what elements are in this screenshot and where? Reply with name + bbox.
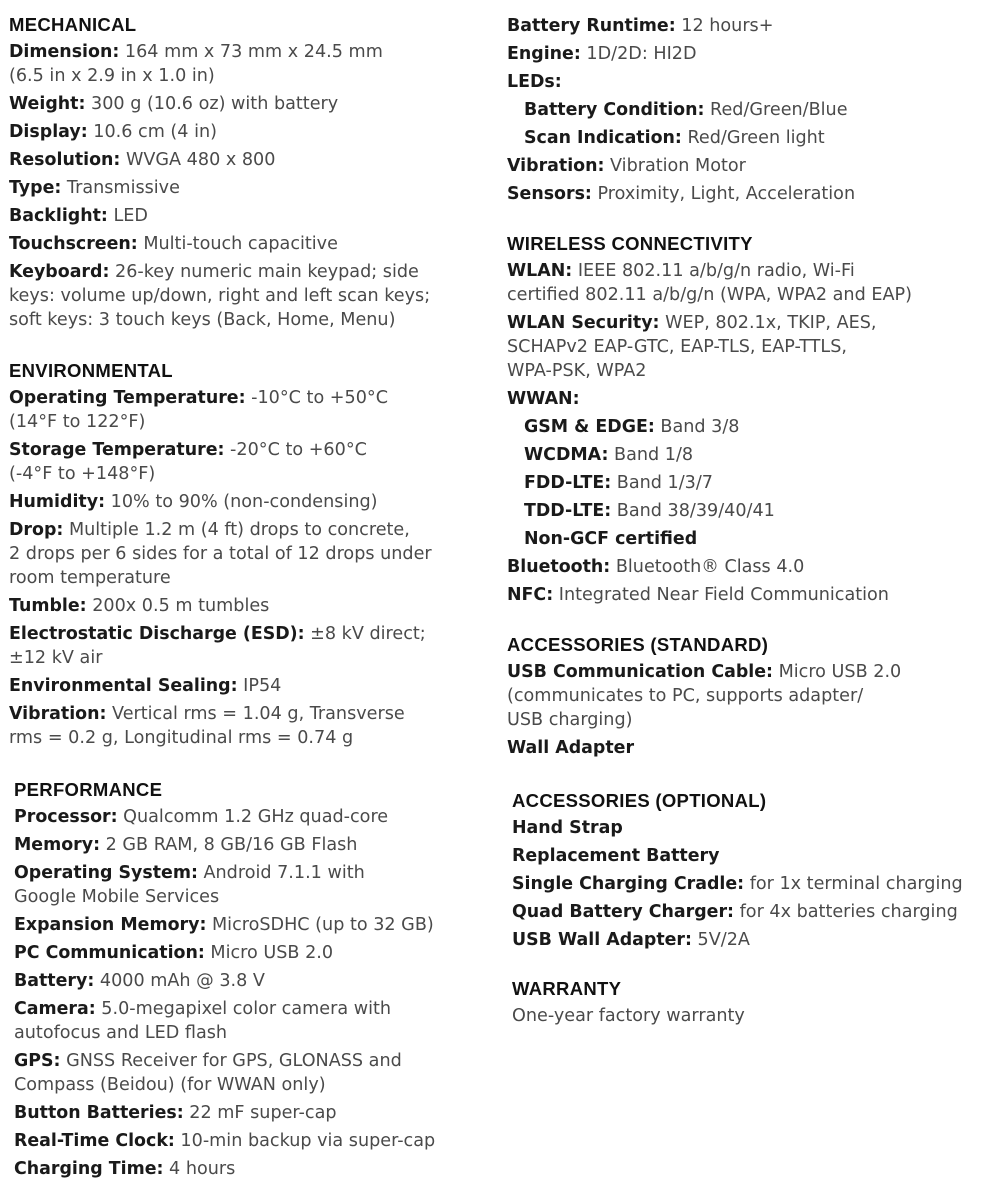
spec-entry (507, 387, 985, 411)
spec-entry (9, 518, 487, 590)
spec-label: Battery Condition: (524, 100, 705, 120)
spec-entry (9, 674, 487, 698)
spec-label: FDD-LTE: (524, 473, 612, 493)
section-title: ACCESSORIES (OPTIONAL) (512, 790, 767, 811)
spec-entry (14, 997, 492, 1045)
spec-value: 5.0-megapixel color camera with autofocus and LED flash (14, 999, 392, 1043)
spec-entry (9, 438, 487, 486)
spec-value: Bluetooth® Class 4.0 (610, 557, 805, 577)
spec-label: Hand Strap (512, 818, 623, 838)
spec-entry (9, 386, 487, 434)
spec-label: WCDMA: (524, 445, 609, 465)
spec-entry (14, 1129, 492, 1153)
spec-value: LED (107, 206, 148, 226)
spec-entry (14, 1157, 492, 1181)
section-accessories-standard (507, 634, 985, 760)
spec-value: 2 GB RAM, 8 GB/16 GB Flash (100, 835, 358, 855)
spec-label: WWAN: (507, 389, 580, 409)
section-performance-continued (507, 10, 985, 206)
spec-entry (507, 660, 985, 732)
section-accessories-optional (512, 790, 988, 952)
section-title: WIRELESS CONNECTIVITY (507, 233, 753, 254)
spec-label: Battery: (14, 971, 95, 991)
spec-entry (14, 1101, 492, 1125)
spec-label: Vibration: (9, 704, 107, 724)
spec-label: Drop: (9, 520, 64, 540)
spec-label: GPS: (14, 1051, 61, 1071)
section-mechanical (9, 14, 487, 332)
spec-entry (9, 702, 487, 750)
spec-entry (512, 1004, 988, 1028)
spec-value: 300 g (10.6 oz) with battery (85, 94, 339, 114)
spec-value: GNSS Receiver for GPS, GLONASS and Compass (Beidou) (for WWAN only) (14, 1051, 402, 1095)
spec-label: WLAN Security: (507, 313, 660, 333)
spec-value: Android 7.1.1 with Google Mobile Services (14, 863, 365, 907)
spec-entry (507, 311, 985, 383)
spec-value: 10% to 90% (non-condensing) (105, 492, 378, 512)
spec-label: Resolution: (9, 150, 121, 170)
spec-value: 4 hours (163, 1159, 236, 1179)
spec-value: 164 mm x 73 mm x 24.5 mm (6.5 in x 2.9 in x 1.0 in) (9, 42, 383, 86)
spec-entry (507, 182, 985, 206)
spec-value: 12 hours+ (675, 16, 774, 36)
spec-label: Operating Temperature: (9, 388, 246, 408)
spec-label: LEDs: (507, 72, 562, 92)
spec-label: Storage Temperature: (9, 440, 225, 460)
spec-label: Wall Adapter (507, 738, 635, 758)
spec-label: Bluetooth: (507, 557, 611, 577)
spec-label: Dimension: (9, 42, 120, 62)
spec-value: Band 1/8 (608, 445, 694, 465)
spec-entry (507, 555, 985, 579)
spec-entry (507, 70, 985, 94)
spec-entry (14, 941, 492, 965)
spec-value: 1D/2D: HI2D (580, 44, 697, 64)
spec-value: Micro USB 2.0 (204, 943, 334, 963)
spec-label: PC Communication: (14, 943, 205, 963)
spec-label: Touchscreen: (9, 234, 138, 254)
spec-value: 10-min backup via super-cap (174, 1131, 436, 1151)
spec-entry (9, 176, 487, 200)
spec-entry (14, 1049, 492, 1097)
spec-label: Processor: (14, 807, 118, 827)
spec-entry (14, 805, 492, 829)
spec-value: Transmissive (61, 178, 180, 198)
spec-label: Real-Time Clock: (14, 1131, 175, 1151)
spec-value: Red/Green light (681, 128, 825, 148)
spec-entry (507, 259, 985, 307)
spec-label: NFC: (507, 585, 554, 605)
spec-label: Operating System: (14, 863, 198, 883)
spec-value: Multi-touch capacitive (137, 234, 338, 254)
spec-entry (507, 527, 985, 551)
spec-value: 4000 mAh @ 3.8 V (94, 971, 265, 991)
spec-value: Vertical rms = 1.04 g, Transverse rms = 0.2 g, Longitudinal rms = 0.74 g (9, 704, 405, 748)
section-title: WARRANTY (512, 978, 622, 999)
spec-value: MicroSDHC (up to 32 GB) (206, 915, 434, 935)
spec-value: Vibration Motor (604, 156, 746, 176)
spec-entry (512, 872, 988, 896)
spec-entry (9, 490, 487, 514)
spec-value: Band 38/39/40/41 (611, 501, 775, 521)
spec-label: Battery Runtime: (507, 16, 676, 36)
spec-entry (9, 622, 487, 670)
spec-entry (507, 14, 985, 38)
spec-value: Integrated Near Field Communication (553, 585, 889, 605)
section-title: MECHANICAL (9, 14, 137, 35)
spec-entry (507, 443, 985, 467)
spec-value: -20°C to +60°C (-4°F to +148°F) (9, 440, 367, 484)
spec-value: WEP, 802.1x, TKIP, AES, SCHAPv2 EAP-GTC, EAP-TLS, EAP-TTLS, WPA-PSK, WPA2 (507, 313, 877, 381)
spec-value: Micro USB 2.0 (communicates to PC, supports adapter/ USB charging) (507, 662, 902, 730)
spec-label: Non-GCF certified (524, 529, 698, 549)
spec-label: Button Batteries: (14, 1103, 184, 1123)
spec-value: Qualcomm 1.2 GHz quad-core (117, 807, 389, 827)
spec-label: Humidity: (9, 492, 106, 512)
spec-label: Replacement Battery (512, 846, 720, 866)
spec-entry (507, 126, 985, 150)
spec-value: Multiple 1.2 m (4 ft) drops to concrete, 2 drops per 6 sides for a total of 12 drops under room temperature (9, 520, 432, 588)
spec-entry (507, 42, 985, 66)
spec-entry (507, 98, 985, 122)
spec-value: IP54 (237, 676, 282, 696)
spec-entry (507, 736, 985, 760)
section-title: ACCESSORIES (STANDARD) (507, 634, 769, 655)
section-performance (14, 779, 492, 1181)
spec-entry (512, 900, 988, 924)
spec-label: Keyboard: (9, 262, 110, 282)
spec-entry (14, 969, 492, 993)
spec-label: Memory: (14, 835, 101, 855)
spec-label: Backlight: (9, 206, 108, 226)
spec-entry (507, 471, 985, 495)
section-environmental (9, 360, 487, 750)
spec-entry (14, 833, 492, 857)
spec-entry (512, 816, 988, 840)
spec-value: Red/Green/Blue (704, 100, 848, 120)
spec-entry (507, 415, 985, 439)
spec-value: ±8 kV direct; ±12 kV air (9, 624, 426, 668)
spec-label: Weight: (9, 94, 86, 114)
spec-value: Proximity, Light, Acceleration (591, 184, 856, 204)
spec-value: 10.6 cm (4 in) (87, 122, 217, 142)
spec-label: Display: (9, 122, 88, 142)
spec-label: Vibration: (507, 156, 605, 176)
spec-entry (9, 92, 487, 116)
spec-entry (9, 120, 487, 144)
spec-value: 22 mF super-cap (183, 1103, 337, 1123)
spec-label: Electrostatic Discharge (ESD): (9, 624, 305, 644)
spec-value: IEEE 802.11 a/b/g/n radio, Wi-Fi certified 802.11 a/b/g/n (WPA, WPA2 and EAP) (507, 261, 912, 305)
spec-label: Charging Time: (14, 1159, 164, 1179)
spec-label: Type: (9, 178, 62, 198)
spec-entry (512, 928, 988, 952)
section-wireless-connectivity (507, 233, 985, 607)
spec-value: Band 1/3/7 (611, 473, 713, 493)
spec-entry (507, 499, 985, 523)
spec-label: USB Communication Cable: (507, 662, 773, 682)
spec-label: Quad Battery Charger: (512, 902, 735, 922)
spec-label: Single Charging Cradle: (512, 874, 745, 894)
spec-value: for 1x terminal charging (744, 874, 963, 894)
spec-entry (9, 232, 487, 256)
spec-label: Scan Indication: (524, 128, 682, 148)
spec-value: Band 3/8 (654, 417, 740, 437)
spec-label: WLAN: (507, 261, 573, 281)
spec-label: Sensors: (507, 184, 592, 204)
spec-entry (14, 861, 492, 909)
spec-entry (512, 844, 988, 868)
spec-value: 5V/2A (691, 930, 750, 950)
spec-value: One-year factory warranty (512, 1006, 745, 1026)
spec-value: WVGA 480 x 800 (120, 150, 276, 170)
spec-entry (507, 154, 985, 178)
spec-entry (507, 583, 985, 607)
spec-value: 26-key numeric main keypad; side keys: volume up/down, right and left scan keys; soft keys: 3 touch keys (Back, Home, Menu) (9, 262, 431, 330)
spec-label: GSM & EDGE: (524, 417, 655, 437)
spec-entry (9, 594, 487, 618)
spec-label: USB Wall Adapter: (512, 930, 692, 950)
spec-entry (9, 148, 487, 172)
spec-label: Environmental Sealing: (9, 676, 238, 696)
spec-entry (9, 40, 487, 88)
spec-entry (14, 913, 492, 937)
section-warranty (512, 978, 988, 1028)
spec-label: TDD-LTE: (524, 501, 612, 521)
spec-entry (9, 204, 487, 228)
spec-label: Expansion Memory: (14, 915, 207, 935)
spec-value: -10°C to +50°C (14°F to 122°F) (9, 388, 389, 432)
spec-entry (9, 260, 487, 332)
spec-value: 200x 0.5 m tumbles (86, 596, 270, 616)
spec-label: Tumble: (9, 596, 87, 616)
section-title: ENVIRONMENTAL (9, 360, 173, 381)
spec-label: Camera: (14, 999, 96, 1019)
section-title: PERFORMANCE (14, 779, 163, 800)
spec-value: for 4x batteries charging (734, 902, 958, 922)
spec-label: Engine: (507, 44, 581, 64)
